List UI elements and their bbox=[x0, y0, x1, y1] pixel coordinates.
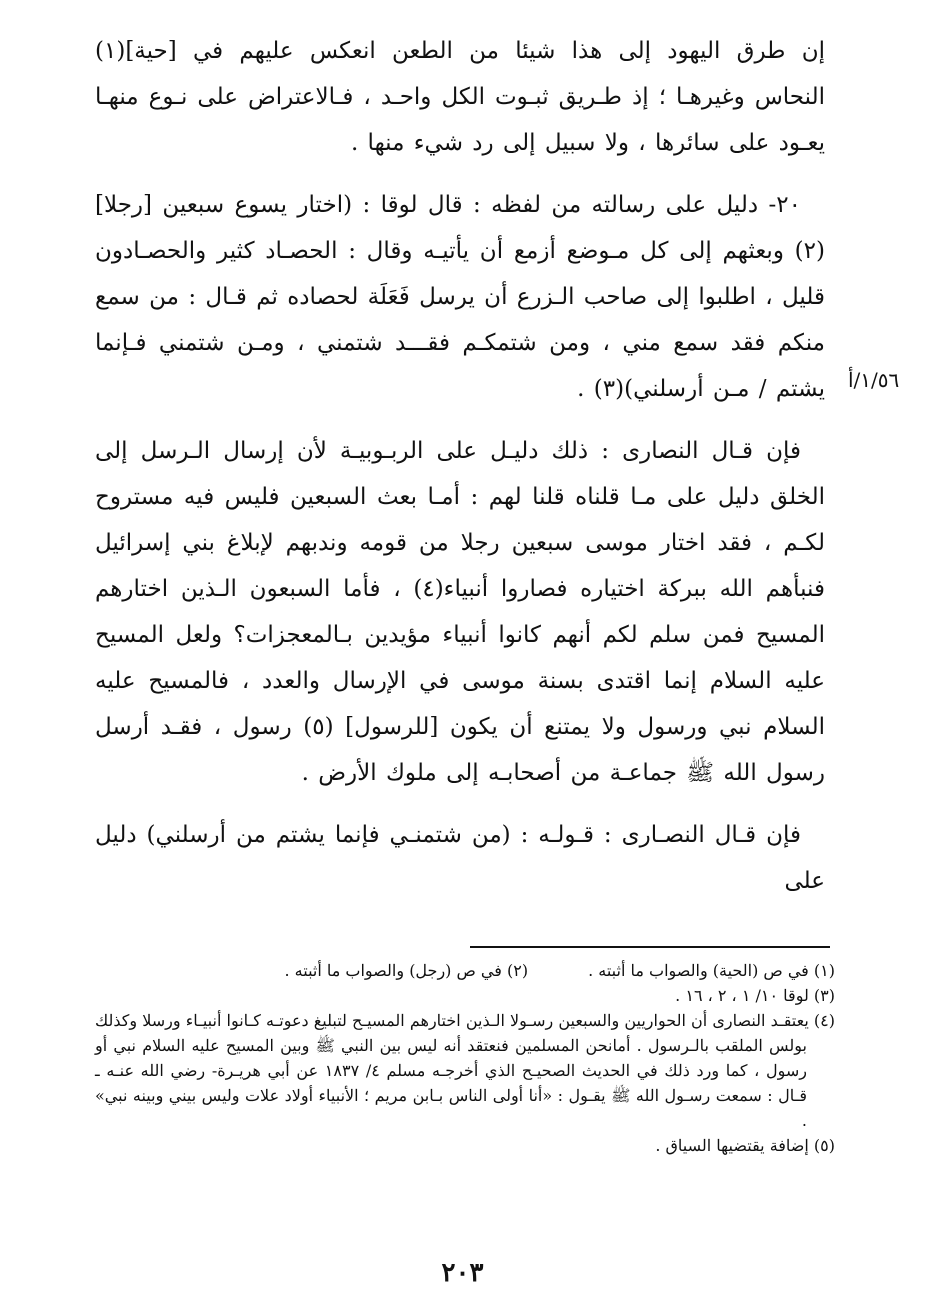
footnote-separator bbox=[470, 946, 830, 948]
paragraph-1: إن طرق اليهود إلى هذا شيئا من الطعن انعكس عليهم في [حية](١) النحاس وغيرهـا ؛ إذ طـريق ثبـوت الكل واحـد ، فـالاعتراض على نـوع منهـا يعـود على سائرها ، ولا سبيل إلى رد شيء منها . bbox=[95, 38, 825, 156]
paragraph-3: فإن قـال النصارى : ذلك دليـل على الربـوبيـة لأن إرسال الـرسل إلى الخلق دليل على مـا قلناه قلنا لهم : أمـا بعث السبعين فليس فيه مستروح لكـم ، فقد اختار موسى سبعين رجلا من قومه وندبهم لإبلاغ بني إسرائيل فنبأهم الله ببركة اختياره فصاروا أنبياء(٤) ، فأما السبعون الـذين اختارهم المسيح فمن سلم لكم أنهم كانوا أنبياء مؤيدين بـالمعجزات؟ ولعل المسيح عليه السلام إنما اقتدى بسنة موسى في الإرسال والعدد ، فالمسيح عليه السلام نبي ورسول ولا يمتنع أن يكون [للرسول] (٥) رسول ، فقـد أرسل رسول الله ﷺ جماعـة من أصحابـه إلى ملوك الأرض . bbox=[95, 438, 825, 786]
page-number: ٢٠٣ bbox=[441, 1258, 484, 1288]
footnote-row-1-2 bbox=[95, 958, 835, 983]
paragraph-4: فإن قـال النصـارى : قـولـه : (من شتمنـي فإنما يشتم من أرسلني) دليل على bbox=[95, 822, 825, 894]
footnotes bbox=[95, 958, 835, 1158]
paragraph-2: ٢٠- دليل على رسالته من لفظه : قال لوقا : (اختار يسوع سبعين [رجلا](٢) وبعثهم إلى كل مـوضع أزمع أن يأتيـه وقال : الحصـاد كثير والحصـادون قليل ، اطلبوا إلى صاحب الـزرع أن يرسل فَعَلَة لحصاده ثم قـال : من سمع منكم فقد سمع مني ، ومن شتمكـم فقـــد شتمني ، ومـن شتمني فـإنما يشتم / مـن أرسلني)(٣) . bbox=[95, 192, 825, 402]
footnote-4: (٤) يعتقـد النصارى أن الحواريين والسبعين رسـولا الـذين اختارهم المسيـح لتبليغ دعوتـه كـانوا أنبيـاء ورسلا وكذلك بولس الملقب بالـرسول . أمانحن المسلمين فنعتقد أنه ليس بين النبي ﷺ وبين المسيح عليه السلام نبي أو رسول ، كما ورد ذلك في الحديث الصحيـح الذي أخرجـه مسلم ٤/ ١٨٣٧ عن أبي هريـرة- رضي الله عنـه ـ قـال : سمعت رسـول الله ﷺ يقـول : «أنا أولى الناس بـابن مريم ؛ الأنبياء أولاد علات وليس بيني وبينه نبي» . bbox=[95, 1011, 835, 1130]
manuscript-folio-marker: ١/٥٦/أ bbox=[848, 368, 900, 392]
main-text bbox=[95, 28, 825, 920]
footnote-2: (٢) في ص (رجل) والصواب ما أثبته . bbox=[284, 961, 529, 980]
footnote-1: (١) في ص (الحية) والصواب ما أثبته . bbox=[588, 961, 835, 980]
footnote-3: (٣) لوقا ١٠/ ١ ، ٢ ، ١٦ . bbox=[675, 986, 835, 1005]
footnote-5: (٥) إضافة يقتضيها السياق . bbox=[655, 1136, 835, 1155]
